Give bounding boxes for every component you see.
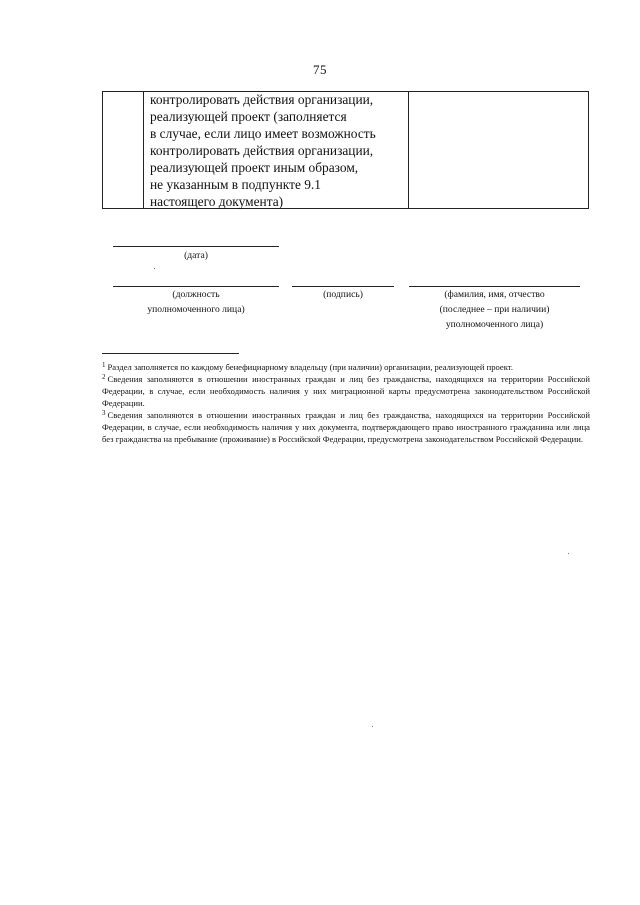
table-cell-line: реализующей проект (заполняется bbox=[150, 109, 347, 124]
footnote-text: Раздел заполняется по каждому бенефициарному владельцу (при наличии) организации, реализующей проект. bbox=[107, 362, 514, 372]
position-label bbox=[113, 287, 279, 317]
footnote-separator bbox=[102, 353, 239, 354]
table-row-description bbox=[150, 91, 410, 210]
full-name-label-line: уполномоченного лица) bbox=[445, 319, 544, 330]
page-number: 75 bbox=[313, 62, 327, 77]
table-value-cell[interactable] bbox=[410, 93, 586, 207]
footnote-2 bbox=[102, 373, 590, 409]
table-column-divider bbox=[143, 92, 144, 208]
footnote-mark: 1 bbox=[102, 361, 106, 369]
date-line bbox=[113, 246, 279, 247]
table-cell-line: контролировать действия организации, bbox=[150, 92, 374, 107]
footnotes bbox=[102, 361, 590, 445]
footnote-3 bbox=[102, 409, 590, 445]
position-label-line: уполномоченного лица) bbox=[147, 304, 245, 315]
table-cell-line: реализующей проект иным образом, bbox=[150, 160, 359, 175]
footnote-text: Сведения заполняются в отношении иностранных граждан и лиц без гражданства, находящихся на территории Российской Федерации, в случае, если необходимость наличия у них документа, подтверждающего право иностранного гражданина или лица без гражданства на пребывание (проживание) в Российской Федерации, предусмотрена законодательством Российской Федерации. bbox=[102, 410, 590, 444]
table-cell-line: в случае, если лицо имеет возможность bbox=[150, 126, 376, 141]
date-label: (дата) bbox=[184, 250, 208, 261]
signature-label: (подпись) bbox=[323, 289, 363, 300]
full-name-label-line: (последнее – при наличии) bbox=[439, 304, 550, 315]
footnote-mark: 2 bbox=[102, 373, 106, 381]
table-cell-line: контролировать действия организации, bbox=[150, 143, 374, 158]
full-name-label-line: (фамилия, имя, отчество bbox=[444, 289, 545, 300]
scan-speck bbox=[568, 553, 569, 554]
position-label-line: (должность bbox=[172, 289, 220, 300]
scan-speck bbox=[154, 268, 155, 269]
full-name-label bbox=[409, 287, 580, 332]
table-cell-line: настоящего документа) bbox=[150, 194, 284, 209]
footnote-mark: 3 bbox=[102, 409, 106, 417]
scan-speck bbox=[372, 726, 373, 727]
table-cell-line: не указанным в подпункте 9.1 bbox=[150, 177, 321, 192]
footnote-1 bbox=[102, 361, 590, 373]
footnote-text: Сведения заполняются в отношении иностранных граждан и лиц без гражданства, находящихся на территории Российской Федерации, в случае, если необходимость наличия у них миграционной карты предусмотрена законодательством Российской Федерации. bbox=[102, 374, 590, 408]
